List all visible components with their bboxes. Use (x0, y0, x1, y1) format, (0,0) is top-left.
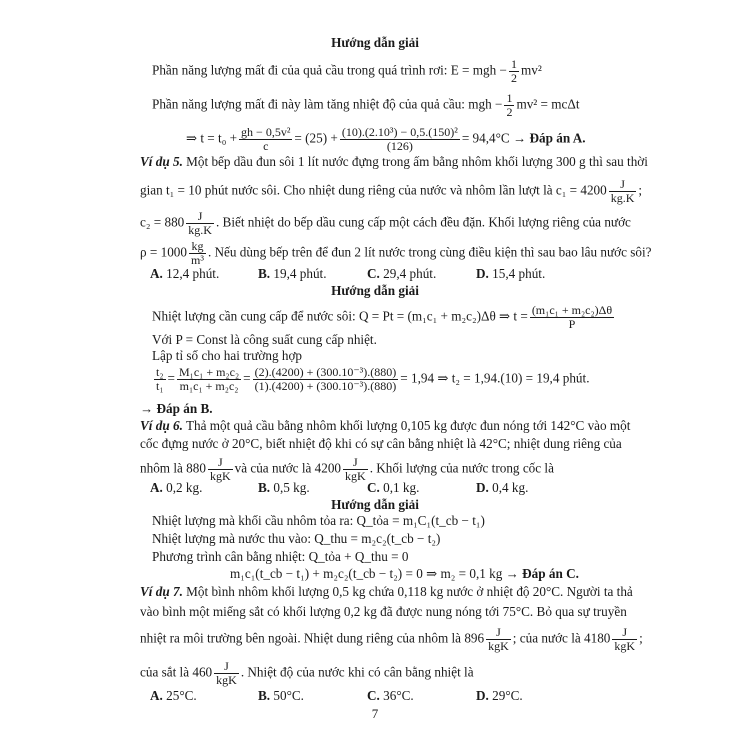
ex6-line1: Ví dụ 6. Thả một quả cầu bằng nhôm khối lượng 0,105 kg được đun nóng tới 142°C vào một (140, 418, 631, 433)
ex6-sol-line3: Phương trình cân bằng nhiệt: Q_tỏa + Q_thu = 0 (152, 549, 409, 564)
ex7-option-c[interactable]: C. 36°C. (367, 688, 414, 703)
ex6-option-a[interactable]: A. 0,2 kg. (150, 480, 203, 495)
ex6-option-d[interactable]: D. 0,4 kg. (476, 480, 529, 495)
ex6-options (0, 480, 750, 496)
ex5-sol-line1: Nhiệt lượng cần cung cấp để nước sôi: Q = Pt = (m₁c₁ + m₂c₂)Δθ ⇒ t = $\frac{\text{(m₁c₁ + m₂c₂)Δθ}}{P}$ (152, 303, 613, 331)
ex5-option-a[interactable]: A. 12,4 phút. (150, 266, 220, 281)
ex7-line1: Ví dụ 7. Một bình nhôm khối lượng 0,5 kg chứa 0,118 kg nước ở nhiệt độ 20°C. Người ta thả (140, 584, 633, 599)
ex6-line3: nhôm là 880 J kgK và của nước là 4200 J kgK . Khối lượng của nước trong cốc là (140, 455, 554, 483)
sol4-line1: Phần năng lượng mất đi của quả cầu trong quá trình rơi: E = mgh − $\frac{1}{2}$ mv² (152, 57, 542, 85)
sol4-line2: Phần năng lượng mất đi này làm tăng nhiệt độ của quả cầu: mgh − $\frac{1}{2}$ mv² = mcΔt (152, 91, 580, 119)
ex6-sol-line2: Nhiệt lượng mà nước thu vào: Q_thu = m₂c₂(t_cb − t₂) (152, 531, 441, 546)
ex5-sol-line3: Lập tỉ số cho hai trường hợp (152, 348, 303, 363)
sol4-line3: ⇒ t = t₀ + $\frac{\text{gh − 0,5v²}}{c}$ = (25) + $\frac{\text{(10).(2.10³) − 0,5.(150)²}}{(126)}$ = 94,4°C → Đáp án A. (186, 125, 586, 153)
solution-heading: Hướng dẫn giải (331, 497, 419, 512)
ex5-option-d[interactable]: D. 15,4 phút. (476, 266, 546, 281)
ex7-option-a[interactable]: A. 25°C. (150, 688, 197, 703)
ex5-line4: ρ = 1000 $\frac{kg}{\text{m³}}$ . Nếu dùng bếp trên để đun 2 lít nước trong cùng điều kiện thì sau bao lâu nước sôi? (140, 239, 652, 267)
ex7-options (0, 688, 750, 704)
ex5-line3: c₂ = 880 $\frac{J}{kg.K}$ . Biết nhiệt do bếp dầu cung cấp một cách đều đặn. Khối lượng riêng của nước (140, 209, 631, 237)
ex5-line2: gian t₁ = 10 phút nước sôi. Cho nhiệt dung riêng của nước và nhôm lần lượt là c₁ = 4200 $\frac{J}{kg.K}$ ; (140, 177, 643, 205)
ex5-answer: → Đáp án B. (140, 401, 213, 416)
ex7-line3: nhiệt ra môi trường bên ngoài. Nhiệt dung riêng của nhôm là 896 J kgK ; của nước là 4180 J kgK ; (140, 625, 643, 653)
ex7-line4: của sắt là 460 J kgK . Nhiệt độ của nước khi có cân bằng nhiệt là (140, 659, 474, 687)
ex6-line2: cốc đựng nước ở 20°C, biết nhiệt độ khi có sự cân bằng nhiệt là 42°C; nhiệt dung riêng của (140, 436, 622, 451)
ex5-option-b[interactable]: B. 19,4 phút. (258, 266, 327, 281)
solution-heading: Hướng dẫn giải (331, 283, 419, 298)
ex5-sol-line4: $\frac{\text{t₂}}{\text{t₁}}$ = $\frac{\text{M₁c₁ + m₂c₂}}{\text{m₁c₁ + m₂c₂}}$ = $\frac{\text{(2).(4200) + (300.10⁻³).(880)}}{\text{(1).(4200) + (300.10⁻³).(880)}}$ = 1,94 ⇒ t₂ = 1,94.(10) = 19,4 phút. (156, 365, 590, 393)
ex5-line1: Ví dụ 5. Một bếp dầu đun sôi 1 lít nước đựng trong ấm bằng nhôm khối lượng 300 g thì sau thời (140, 154, 648, 169)
ex7-line2: vào bình một miếng sắt có khối lượng 0,2 kg đã được nung nóng tới 75°C. Bỏ qua sự truyền (140, 604, 627, 619)
ex5-sol-line2: Với P = Const là công suất cung cấp nhiệt. (152, 332, 377, 347)
ex6-sol-line4: m₁c₁(t_cb − t₁) + m₂c₂(t_cb − t₂) = 0 ⇒ m₂ = 0,1 kg → Đáp án C. (230, 566, 579, 581)
page-number: 7 (371, 706, 379, 721)
ex7-option-d[interactable]: D. 29°C. (476, 688, 523, 703)
ex6-option-b[interactable]: B. 0,5 kg. (258, 480, 310, 495)
ex5-options (0, 266, 750, 282)
ex6-option-c[interactable]: C. 0,1 kg. (367, 480, 420, 495)
ex7-option-b[interactable]: B. 50°C. (258, 688, 304, 703)
solution-heading: Hướng dẫn giải (331, 35, 419, 50)
ex5-option-c[interactable]: C. 29,4 phút. (367, 266, 437, 281)
ex6-sol-line1: Nhiệt lượng mà khối cầu nhôm tỏa ra: Q_tỏa = m₁C₁(t_cb − t₁) (152, 513, 485, 528)
